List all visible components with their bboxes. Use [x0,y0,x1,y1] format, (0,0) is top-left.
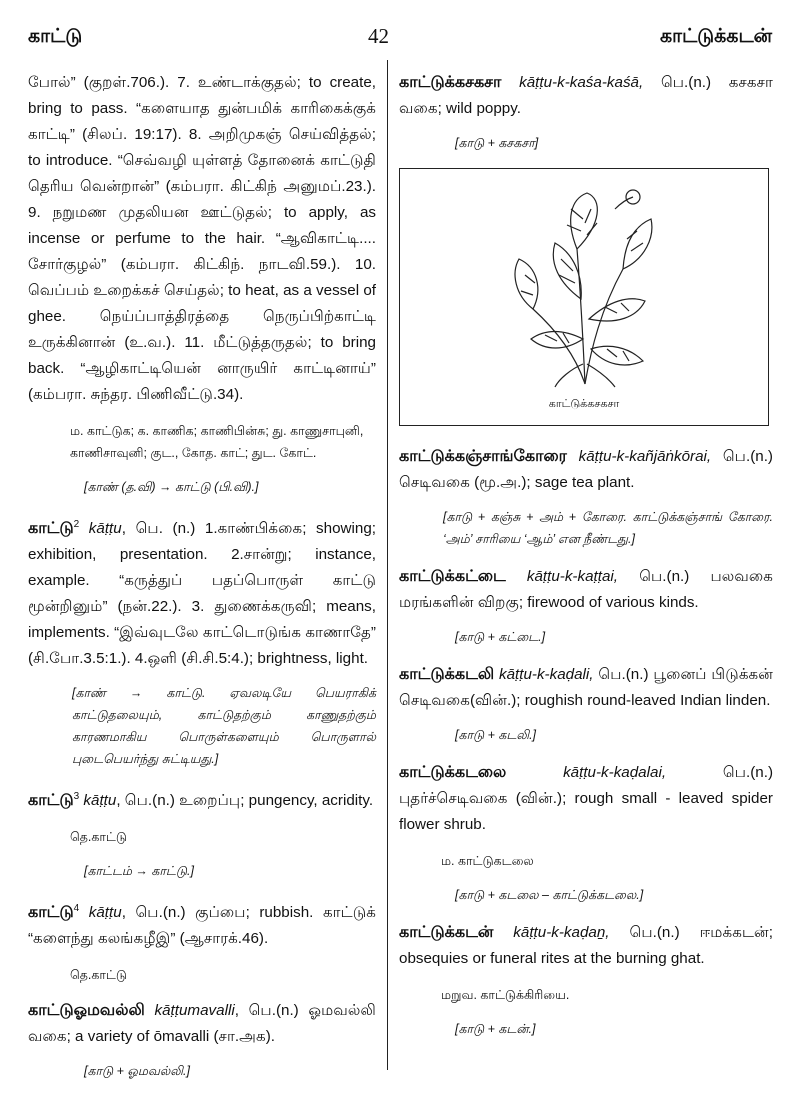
definition: பெ.(n.) கசகசா வகை; wild poppy. [399,74,773,117]
etymology-note: [காடு + கஞ்சு + அம் + கோரை. காட்டுக்கஞ்சாங் கோரை. ‘அம்’ சாரியை ‘ஆம்’ என நீண்டது.] [443,510,773,546]
definition: பெ. (n.) 1.காண்பிக்கை; showing; exhibition, presentation. 2.சான்று; instance, example. “கருத்துப் பதப்பொருள் காட்டு மூன்றினும்” (நன்.22.). 3. துணைக்கருவி; means, implements. “இவ்வுடலே காட்டொடுங்க காணாதே” (சி.போ.3.5:1.). 4.ஒளி (சி.சி.5:4.); brightness, light. [28,520,376,668]
transliteration: kāṭṭu-k-kaśa-kaśā, [519,74,644,91]
wild-poppy-illustration [505,179,665,389]
cognates-line: ம. காட்டுகடலை [441,854,534,868]
cognates-line: தெ.காட்டு [70,968,127,983]
transliteration: kāṭṭu [88,904,122,922]
transliteration: kāṭṭu-k-kaḍalai, [563,764,667,781]
transliteration: kāṭṭu [88,520,122,538]
definition: பெ.(n.) செடிவகை (மூ.அ.); sage tea plant. [399,448,773,491]
transliteration: kāṭṭu-k-kaṭṭai, [526,568,619,585]
column-divider [387,60,388,1070]
etymology-note: [காட்டம் → காட்டு.] [84,864,194,879]
definition: பெ.(n.) பலவகை மரங்களின் விறகு; firewood of various kinds. [399,568,773,611]
etymology-note: [காடு + கசகசா] [455,136,539,150]
transliteration: kāṭṭu [83,792,117,810]
headword: காட்டுக்கஞ்சாங்கோரை [399,448,567,465]
etymology-note: [காடு + கடலி.] [455,728,537,742]
dictionary-entry: காட்டு$^2$ kāṭṭu, பெ. (n.) 1.காண்பிக்கை; showing; exhibition, presentation. 2.சான்று; instance, example. “கருத்துப் பதப்பொருள் காட்டு மூன்றினும்” (நன்.22.). 3. துணைக்கருவி; means, implements. “இவ்வுடலே காட்டொடுங்க காணாதே” (சி.போ.3.5:1.). 4.ஒளி (சி.சி.5:4.); brightness, light. [28,519,376,668]
dictionary-entry: காட்டு$^3$ kāṭṭu, பெ.(n.) உறைப்பு; pungency, acridity. [28,791,374,810]
etymology-note: [காடு + ஓமவல்லி.] [84,1064,190,1079]
definition: பெ.(n.) பூனைப் பிடுக்கன் செடிவகை(வின்.); roughish round-leaved Indian linden. [399,666,773,709]
cognates-line: தெ.காட்டு [70,830,127,845]
dictionary-entry [399,760,773,838]
transliteration: kāṭṭumavalli [154,1002,235,1020]
definition: பெ.(n.) குப்பை; rubbish. காட்டுக் “களைந்து கலங்கழீஇ” (ஆசாரக்.46). [28,904,376,948]
definition: பெ.(n.) புதர்ச்செடிவகை (வின்.); rough small - leaved spider flower shrub. [399,764,773,833]
right-column [399,70,773,1054]
headword: காட்டுக்கடலி [399,666,495,683]
headword: காட்டுக்கடன் [399,924,494,941]
dictionary-entry [399,444,773,496]
homonym-number: 4 [73,903,80,915]
plant-illustration-frame [399,168,769,426]
cognates-line: மறுவ. காட்டுக்கிரியை. [441,988,570,1002]
homonym-number: 2 [73,519,80,530]
transliteration: kāṭṭu-k-kaḍali, [498,666,594,683]
transliteration: kāṭṭu-k-kañjāṅkōrai, [578,448,712,465]
definition: பெ.(n.) ஓமவல்லி வகை; a variety of ōmavalli (சா.அக). [28,1002,376,1046]
definition: பெ.(n.) உறைப்பு; pungency, acridity. [124,792,374,810]
dictionary-entry [399,920,773,972]
transliteration: kāṭṭu-k-kaḍaṉ, [513,924,610,941]
definition: பெ.(n.) ஈமக்கடன்; obsequies or funeral rites at the burning ghat. [399,924,773,967]
dictionary-entry [399,662,773,714]
page-header [0,0,800,60]
dictionary-entry [399,564,773,616]
etymology-note: [காடு + கட்டை.] [455,630,546,644]
dictionary-entry: காட்டு$^4$ kāṭṭu, பெ.(n.) குப்பை; rubbish. காட்டுக் “களைந்து கலங்கழீஇ” (ஆசாரக்.46). [28,903,376,948]
dictionary-entry: காட்டுஓமவல்லி kāṭṭumavalli, பெ.(n.) ஓமவல்லி வகை; a variety of ōmavalli (சா.அக). [28,1002,376,1046]
etymology-note: [காடு + கடன்.] [455,1022,536,1036]
etymology-note: [காண் (த.வி) → காட்டு (பி.வி).] [84,480,259,494]
page-number: 42 [368,24,389,48]
right-guide-word: காட்டுக்கடன் [659,26,772,47]
cognates-line: ம. காட்டுக; க. காணிக; காணிபின்சு; து. காணுசாபுனி, காணிசாவுனி; குட., கோத. காட்; துட. கோட். [70,424,364,460]
figure-caption: காட்டுக்கசகசா [548,398,620,410]
etymology-note: [காடு + கடலை – காட்டுக்கடலை.] [455,888,644,902]
left-guide-word: காட்டு [28,26,83,47]
headword: காட்டுக்கசகசா [399,74,502,91]
headword: காட்டுஓமவல்லி [28,1002,145,1020]
etymology-note: [காண் → காட்டு. ஏவலடியே பெயராகிக் காட்டுதலையும், காட்டுதற்கும் காணுதற்கும் காரணமாகிய பொருள்களையும் பொருளால் புடைபெயர்ந்து சுட்டியது.] [72,686,376,767]
headword: காட்டு [28,904,74,922]
headword: காட்டு [28,520,74,538]
headword: காட்டுக்கடலை [399,764,507,781]
headword: காட்டு [28,792,74,810]
homonym-number: 3 [73,791,80,803]
headword: காட்டுக்கட்டை [399,568,506,585]
continued-entry-text: போல்” (குறள்.706.). 7. உண்டாக்குதல்; to create, bring to pass. “களையாத துன்பமிக் காரிகைக்குக் காட்டி” (சிலப். 19:17). 8. அறிமுகஞ் செய்வித்தல்; to introduce. “செவ்வழி யுள்ளத் தோனைக் காட்டுதி தெரிய வென்றான்” (கம்பரா. கிட்கிந் அனுமப்.23.). 9. நறுமண முதலியன ஊட்டுதல்; to apply, as incense or perfume to the hair. “ஆவிகாட்டி.... சோர்குழல்” (கம்பரா. கிட்கிந். நாடவி.59.). 10. வெப்பம் உறைக்கச் செய்தல்; to heat, as a vessel of ghee. நெய்ப்பாத்திரத்தை நெருப்பிற்காட்டி உருக்கினான் (உ.வ.). 11. மீட்டுத்தருதல்; to bring back. “ஆழிகாட்டியென் னாருயிர் காட்டினாய்” (கம்பரா. சுந்தர. பிணிவீட்டு.34). [28,74,376,403]
dictionary-entry [399,70,773,122]
left-column [28,70,376,1096]
